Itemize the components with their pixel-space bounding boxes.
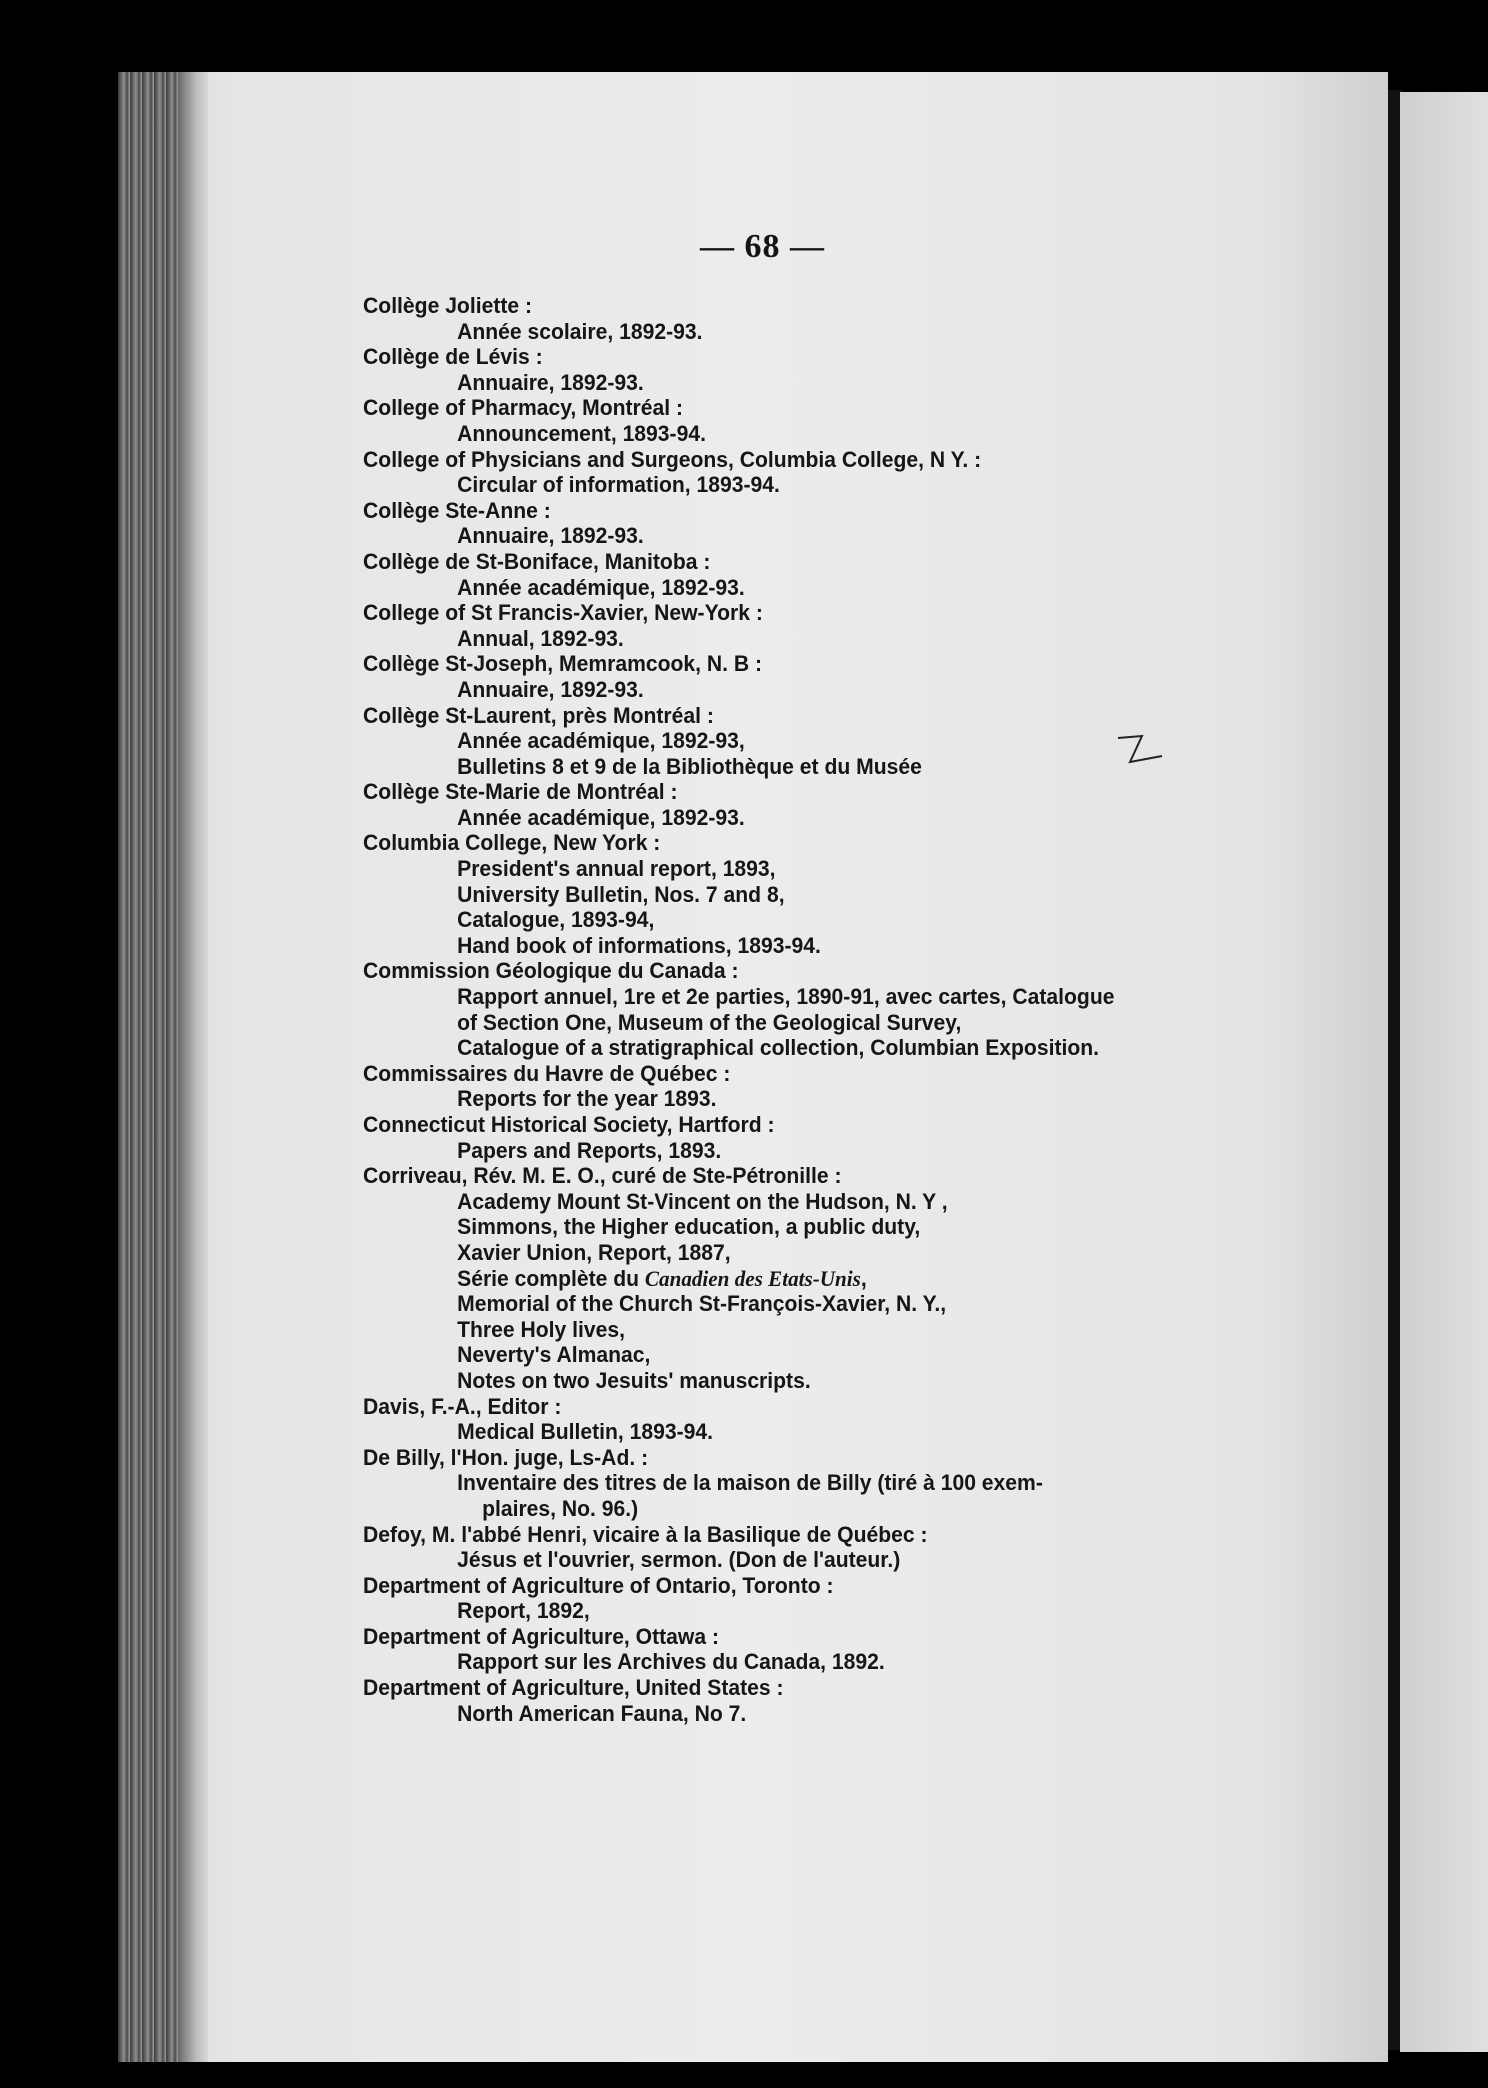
entry-item-text: Série complète du [457, 1265, 645, 1291]
entry-item: Annuaire, 1892-93. [457, 676, 644, 702]
book-gutter-fade [178, 72, 208, 2062]
entry-heading: College of Pharmacy, Montréal : [363, 395, 684, 421]
entry-item-italic-title: Canadien des Etats-Unis [644, 1265, 861, 1291]
entry-item: Jésus et l'ouvrier, sermon. (Don de l'auteur.) [457, 1547, 901, 1573]
entry-heading: Collège St-Laurent, près Montréal : [363, 702, 714, 728]
entry-heading: Department of Agriculture, Ottawa : [363, 1623, 719, 1649]
entry-heading: Collège Joliette : [363, 293, 533, 318]
entry-heading: Corriveau, Rév. M. E. O., curé de Ste-Pétronille : [363, 1163, 842, 1189]
entry-heading: Commissaires du Havre de Québec : [363, 1060, 731, 1086]
entry-heading: Commission Géologique du Canada : [363, 958, 739, 984]
entry-item: Three Holy lives, [457, 1316, 625, 1342]
entry-item: Annual, 1892-93. [457, 625, 624, 651]
entry-item: Année académique, 1892-93. [457, 574, 745, 600]
entry-heading: Collège Ste-Anne : [363, 497, 551, 523]
entry-heading: Davis, F.-A., Editor : [363, 1393, 562, 1419]
entry-item: Inventaire des titres de la maison de Billy (tiré à 100 exem- [457, 1470, 1043, 1496]
entry-item: Neverty's Almanac, [457, 1342, 651, 1368]
entry-heading: Defoy, M. l'abbé Henri, vicaire à la Basilique de Québec : [363, 1521, 928, 1547]
entry-heading: De Billy, l'Hon. juge, Ls-Ad. : [363, 1444, 649, 1470]
entry-heading: College of Physicians and Surgeons, Columbia College, N Y. : [363, 446, 982, 472]
entry-item: of Section One, Museum of the Geological Survey, [457, 1009, 962, 1035]
entry-heading: Collège de Lévis : [363, 344, 543, 370]
entry-item: Xavier Union, Report, 1887, [457, 1239, 731, 1265]
entry-item: North American Fauna, No 7. [457, 1700, 747, 1726]
entry-item-continuation: plaires, No. 96.) [482, 1495, 639, 1521]
entry-item: Reports for the year 1893. [457, 1086, 717, 1112]
entry-item: President's annual report, 1893, [457, 856, 776, 882]
entry-item [340, 1266, 1338, 1292]
entry-item: Hand book of informations, 1893-94. [457, 932, 821, 958]
entry-item: Medical Bulletin, 1893-94. [457, 1419, 714, 1445]
page-number: — 68 — [700, 228, 825, 265]
catalogue-entries [340, 293, 1338, 1726]
entry-heading: Department of Agriculture of Ontario, Toronto : [363, 1572, 834, 1598]
entry-item: Report, 1892, [457, 1598, 590, 1624]
entry-item: Annuaire, 1892-93. [457, 369, 644, 395]
entry-heading: Collège de St-Boniface, Manitoba : [363, 548, 711, 574]
entry-item-suffix: , [860, 1265, 867, 1291]
entry-item: Memorial of the Church St-François-Xavier, N. Y., [457, 1291, 947, 1317]
entry-heading: Columbia College, New York : [363, 830, 661, 856]
entry-item: Announcement, 1893-94. [457, 420, 706, 446]
entry-heading: Collège Ste-Marie de Montréal : [363, 779, 678, 805]
entry-item: Catalogue, 1893-94, [457, 907, 655, 933]
entry-heading: Connecticut Historical Society, Hartford : [363, 1112, 775, 1137]
entry-item: Bulletins 8 et 9 de la Bibliothèque et du Musée [457, 753, 922, 779]
entry-item: Rapport annuel, 1re et 2e parties, 1890-91, avec cartes, Catalogue [457, 984, 1115, 1010]
entry-heading: College of St Francis-Xavier, New-York : [363, 600, 763, 626]
entry-item: Année scolaire, 1892-93. [457, 318, 703, 344]
entry-item: Rapport sur les Archives du Canada, 1892. [457, 1649, 885, 1675]
entry-item: Annuaire, 1892-93. [457, 523, 644, 549]
entry-item: Circular of information, 1893-94. [457, 472, 780, 498]
entry-item: Catalogue of a stratigraphical collection, Columbian Exposition. [457, 1035, 1100, 1061]
adjacent-page [1400, 92, 1488, 2052]
book-gutter-shadow [118, 72, 178, 2062]
entry-item: Simmons, the Higher education, a public duty, [457, 1214, 921, 1240]
entry-heading: Collège St-Joseph, Memramcook, N. B : [363, 651, 763, 677]
entry-heading: Department of Agriculture, United States : [363, 1675, 784, 1701]
entry-item: Année académique, 1892-93. [457, 804, 745, 830]
entry-item: Academy Mount St-Vincent on the Hudson, N. Y , [457, 1188, 948, 1214]
entry-item: Notes on two Jesuits' manuscripts. [457, 1367, 811, 1393]
entry-item: Papers and Reports, 1893. [457, 1137, 722, 1163]
entry-item: University Bulletin, Nos. 7 and 8, [457, 881, 785, 907]
entry-item: Année académique, 1892-93, [457, 728, 745, 754]
handwritten-mark [1110, 730, 1170, 770]
